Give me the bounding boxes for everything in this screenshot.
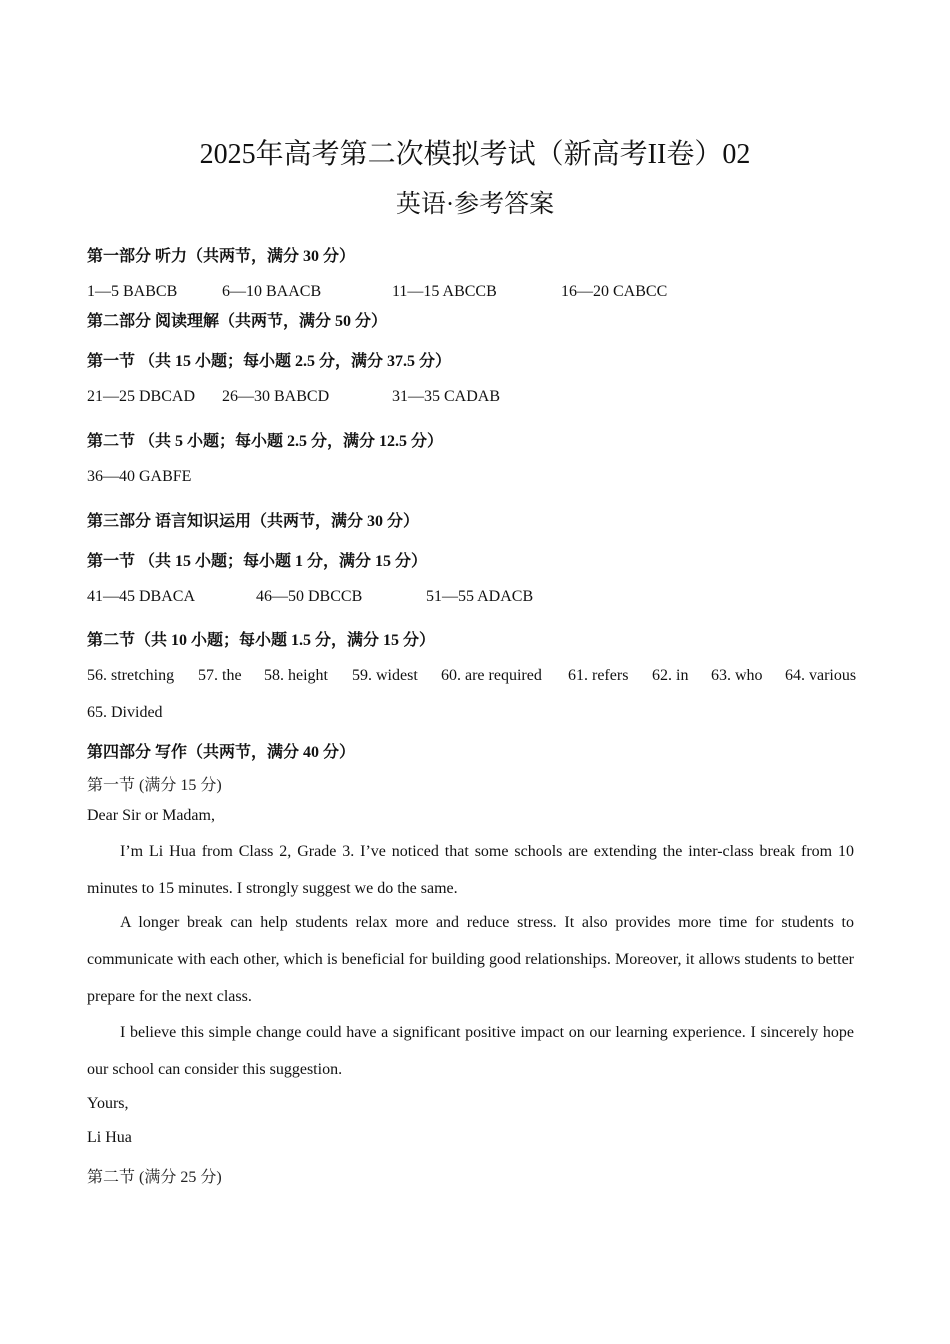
answer-group: 36—40 GABFE	[87, 468, 192, 485]
answer-group: 46—50 DBCCB	[256, 588, 363, 605]
answer-group: 16—20 CABCC	[561, 283, 668, 300]
answer-item: 63. who	[711, 667, 763, 684]
answer-item: 59. widest	[352, 667, 418, 684]
answer-group: 41—45 DBACA	[87, 588, 196, 605]
letter-salutation: Dear Sir or Madam,	[87, 807, 215, 824]
letter-paragraph: A longer break can help students relax more and reduce stress. It also provides more time for students to communicate with each other, which is beneficial for building good relationships. Moreover, it allows students to better prepare for the next class.	[87, 914, 854, 1005]
letter-closing: Yours,	[87, 1095, 129, 1112]
answer-item: 61. refers	[568, 667, 629, 684]
part2-section1-heading: 第一节 （共 15 小题；每小题 2.5 分，满分 37.5 分）	[87, 353, 452, 370]
page-title: 2025年高考第二次模拟考试（新高考II卷）02	[199, 139, 751, 170]
answer-item: 58. height	[264, 667, 328, 684]
letter-signature: Li Hua	[87, 1129, 132, 1146]
answer-group: 21—25 DBCAD	[87, 388, 196, 405]
part2-heading: 第二部分 阅读理解（共两节，满分 50 分）	[87, 313, 388, 330]
part4-section2-heading: 第二节 (满分 25 分)	[87, 1169, 222, 1186]
part3-heading: 第三部分 语言知识运用（共两节，满分 30 分）	[87, 513, 420, 530]
letter-paragraph: I believe this simple change could have a significant positive impact on our learning experience. I sincerely hope our school can consider this suggestion.	[87, 1024, 854, 1078]
part3-section1-heading: 第一节 （共 15 小题；每小题 1 分，满分 15 分）	[87, 553, 428, 570]
answer-item: 65. Divided	[87, 704, 163, 721]
answer-group: 1—5 BABCB	[87, 283, 178, 300]
answer-group: 26—30 BABCD	[222, 388, 330, 405]
answer-item: 57. the	[198, 667, 242, 684]
answer-item: 62. in	[652, 667, 689, 684]
answer-item: 56. stretching	[87, 667, 175, 684]
answer-group: 51—55 ADACB	[426, 588, 534, 605]
page-subtitle: 英语·参考答案	[395, 191, 555, 218]
part4-section1-heading: 第一节 (满分 15 分)	[87, 777, 222, 794]
part2-section2-heading: 第二节 （共 5 小题；每小题 2.5 分，满分 12.5 分）	[87, 433, 444, 450]
answer-group: 31—35 CADAB	[392, 388, 501, 405]
part4-heading: 第四部分 写作（共两节，满分 40 分）	[87, 744, 356, 761]
answer-group: 11—15 ABCCB	[392, 283, 497, 300]
answer-item: 60. are required	[441, 667, 542, 684]
letter-paragraph: I’m Li Hua from Class 2, Grade 3. I’ve noticed that some schools are extending the inter-class break from 10 minutes to 15 minutes. I strongly suggest we do the same.	[87, 843, 854, 897]
part3-section2-heading: 第二节（共 10 小题；每小题 1.5 分，满分 15 分）	[87, 632, 436, 649]
answer-item: 64. various	[785, 667, 857, 684]
answer-group: 6—10 BAACB	[222, 283, 322, 300]
part1-heading: 第一部分 听力（共两节，满分 30 分）	[87, 248, 356, 265]
